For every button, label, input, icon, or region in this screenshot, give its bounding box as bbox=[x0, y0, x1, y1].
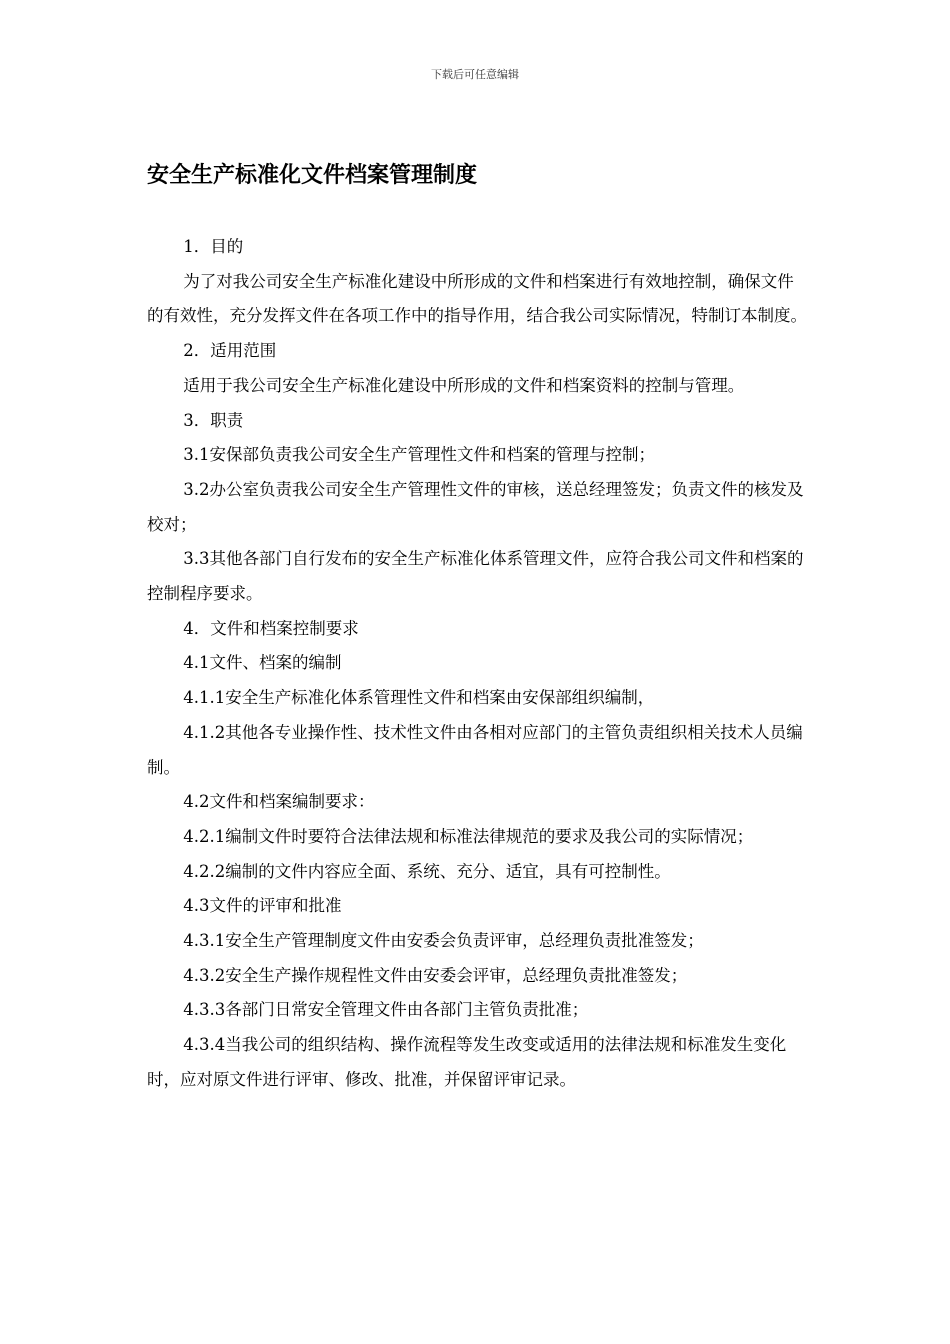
paragraph-4-3-4: 4.3.4当我公司的组织结构、操作流程等发生改变或适用的法律法规和标准发生变化时，应对原文件进行评审、修改、批准，并保留评审记录。 bbox=[147, 1035, 787, 1089]
paragraph-4-3-3: 4.3.3各部门日常安全管理文件由各部门主管负责批准； bbox=[183, 1000, 589, 1020]
paragraph-4-2: 4.2文件和档案编制要求： bbox=[183, 792, 375, 812]
paragraph-scope: 适用于我公司安全生产标准化建设中所形成的文件和档案资料的控制与管理。 bbox=[183, 375, 745, 395]
paragraph-4-3-2: 4.3.2安全生产操作规程性文件由安委会评审，总经理负责批准签发； bbox=[183, 965, 688, 985]
section-heading-responsibilities: 3．职责 bbox=[183, 410, 244, 430]
paragraph-3-2: 3.2办公室负责我公司安全生产管理性文件的审核，送总经理签发；负责文件的核发及校对； bbox=[147, 479, 804, 534]
section-heading-purpose: 1．目的 bbox=[183, 237, 244, 256]
paragraph-3-3: 3.3其他各部门自行发布的安全生产标准化体系管理文件，应符合我公司文件和档案的控制程序要求。 bbox=[147, 549, 804, 604]
paragraph-purpose: 为了对我公司安全生产标准化建设中所形成的文件和档案进行有效地控制，确保文件的有效性，充分发挥文件在各项工作中的指导作用，结合我公司实际情况，特制订本制度。 bbox=[147, 271, 807, 326]
paragraph-4-3: 4.3文件的评审和批准 bbox=[183, 896, 342, 916]
paragraph-4-1-1: 4.1.1安全生产标准化体系管理性文件和档案由安保部组织编制， bbox=[183, 688, 655, 708]
paragraph-4-2-1: 4.2.1编制文件时要符合法律法规和标准法律规范的要求及我公司的实际情况； bbox=[183, 826, 754, 846]
paragraph-3-1: 3.1安保部负责我公司安全生产管理性文件和档案的管理与控制； bbox=[183, 445, 656, 465]
section-heading-requirements: 4．文件和档案控制要求 bbox=[183, 618, 359, 638]
document-body bbox=[147, 230, 807, 1098]
document-title: 安全生产标准化文件档案管理制度 bbox=[147, 163, 478, 188]
section-heading-scope: 2．适用范围 bbox=[183, 341, 277, 361]
paragraph-4-1-2: 4.1.2其他各专业操作性、技术性文件由各相对应部门的主管负责组织相关技术人员编制。 bbox=[147, 722, 803, 777]
paragraph-4-1: 4.1文件、档案的编制 bbox=[183, 653, 342, 673]
page-header-note: 下载后可任意编辑 bbox=[431, 68, 519, 81]
paragraph-4-3-1: 4.3.1安全生产管理制度文件由安委会负责评审，总经理负责批准签发； bbox=[183, 931, 704, 951]
paragraph-4-2-2: 4.2.2编制的文件内容应全面、系统、充分、适宜，具有可控制性。 bbox=[183, 861, 671, 881]
